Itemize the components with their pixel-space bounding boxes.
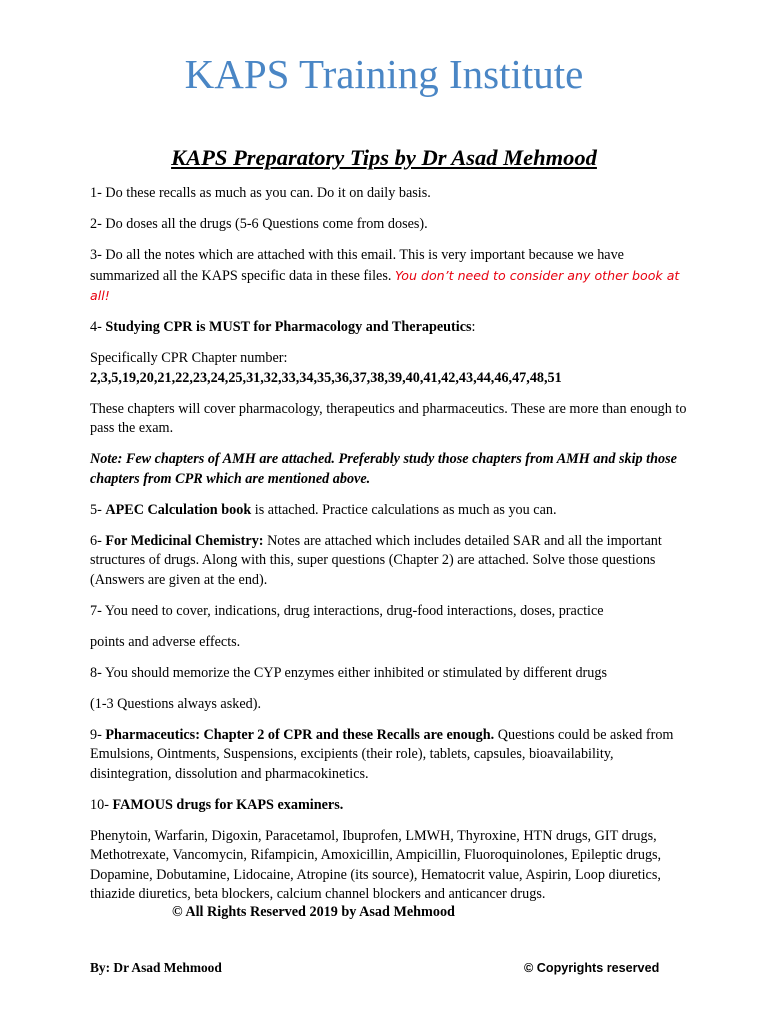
tip-10-prefix: 10- — [90, 796, 109, 813]
tip-4-chapters — [90, 349, 690, 388]
tip-10 — [90, 796, 690, 816]
tip-3-red-note: You don’t need to consider any other book at all! — [90, 267, 680, 303]
tip-5-bold: APEC Calculation book — [105, 501, 252, 518]
tip-9 — [90, 726, 690, 785]
tip-3-text: 3- Do all the notes which are attached with this email. This is very important because we have summarized all the KAPS specific data in these files. — [90, 247, 624, 284]
tip-4-coverage: These chapters will cover pharmacology, therapeutics and pharmaceutics. These are more than enough to pass the exam. — [90, 400, 687, 436]
famous-drugs-list: Phenytoin, Warfarin, Digoxin, Paracetamol, Ibuprofen, LMWH, Thyroxine, HTN drugs, GIT drugs, Methotrexate, Vancomycin, Rifampicin, Amoxicillin, Ampicillin, Fluoroquinolones, Epileptic drugs, Dopamine, Dobutamine, Lidocaine, Atropine (its source), Hematocrit value, Aspirin, Loop diuretics, thiazide diuretics, beta blockers, calcium channel blockers and anticancer drugs. — [90, 827, 662, 902]
tip-6-rest: Notes are attached which includes detailed SAR and all the important structures of drugs. Along with this, super questions (Chapter 2) are attached. Solve those questions (Answers are given at the end). — [90, 532, 662, 588]
tip-4-suffix: : — [471, 319, 476, 335]
tip-7-line-2: points and adverse effects. — [90, 633, 241, 650]
note: Note: Few chapters of AMH are attached. Preferably study those chapters from AMH and skip those chapters from CPR which are mentioned above. — [90, 451, 677, 487]
tip-4 — [90, 318, 690, 338]
tip-10-bold: FAMOUS drugs for KAPS examiners. — [112, 796, 344, 813]
tip-5 — [90, 501, 690, 521]
tip-9-rest: Questions could be asked from Emulsions, Ointments, Suspensions, excipients (their role), tablets, capsules, bioavailability, disintegration, dissolution and pharmacokinetics. — [90, 726, 674, 782]
tip-2: 2- Do doses all the drugs (5-6 Questions come from doses). — [90, 216, 428, 232]
tip-7-line-1: 7- You need to cover, indications, drug interactions, drug-food interactions, doses, practice — [90, 602, 604, 619]
chapter-list: 2,3,5,19,20,21,22,23,24,25,31,32,33,34,35,36,37,38,39,40,41,42,43,44,46,47,48,51 — [90, 369, 562, 386]
tip-6 — [90, 532, 690, 591]
tip-9-bold: Pharmaceutics: Chapter 2 of CPR and these Recalls are enough. — [105, 726, 495, 743]
chapter-label: Specifically CPR Chapter number: — [90, 350, 288, 366]
tip-4-bold: Studying CPR is MUST for Pharmacology and Therapeutics — [105, 319, 472, 335]
tip-8-line-2: (1-3 Questions always asked). — [90, 695, 261, 712]
tip-5-prefix: 5- — [90, 501, 102, 518]
footer-copyright: © Copyrights reserved — [524, 961, 660, 975]
tip-8-line-1: 8- You should memorize the CYP enzymes either inhibited or stimulated by different drugs — [90, 664, 607, 681]
tip-3 — [90, 246, 690, 307]
tip-5-rest: is attached. Practice calculations as much as you can. — [254, 501, 557, 518]
tip-9-prefix: 9- — [90, 726, 102, 743]
document-body — [90, 184, 690, 916]
tip-4-prefix: 4- — [90, 319, 102, 335]
copyright-notice: © All Rights Reserved 2019 by Asad Mehmood — [172, 904, 455, 920]
footer-author: By: Dr Asad Mehmood — [90, 960, 222, 975]
tip-1: 1- Do these recalls as much as you can. Do it on daily basis. — [90, 185, 431, 201]
tip-6-prefix: 6- — [90, 532, 102, 549]
document-subtitle: KAPS Preparatory Tips by Dr Asad Mehmood — [171, 145, 597, 170]
page-title: KAPS Training Institute — [184, 51, 584, 97]
tip-6-bold: For Medicinal Chemistry: — [105, 532, 264, 549]
